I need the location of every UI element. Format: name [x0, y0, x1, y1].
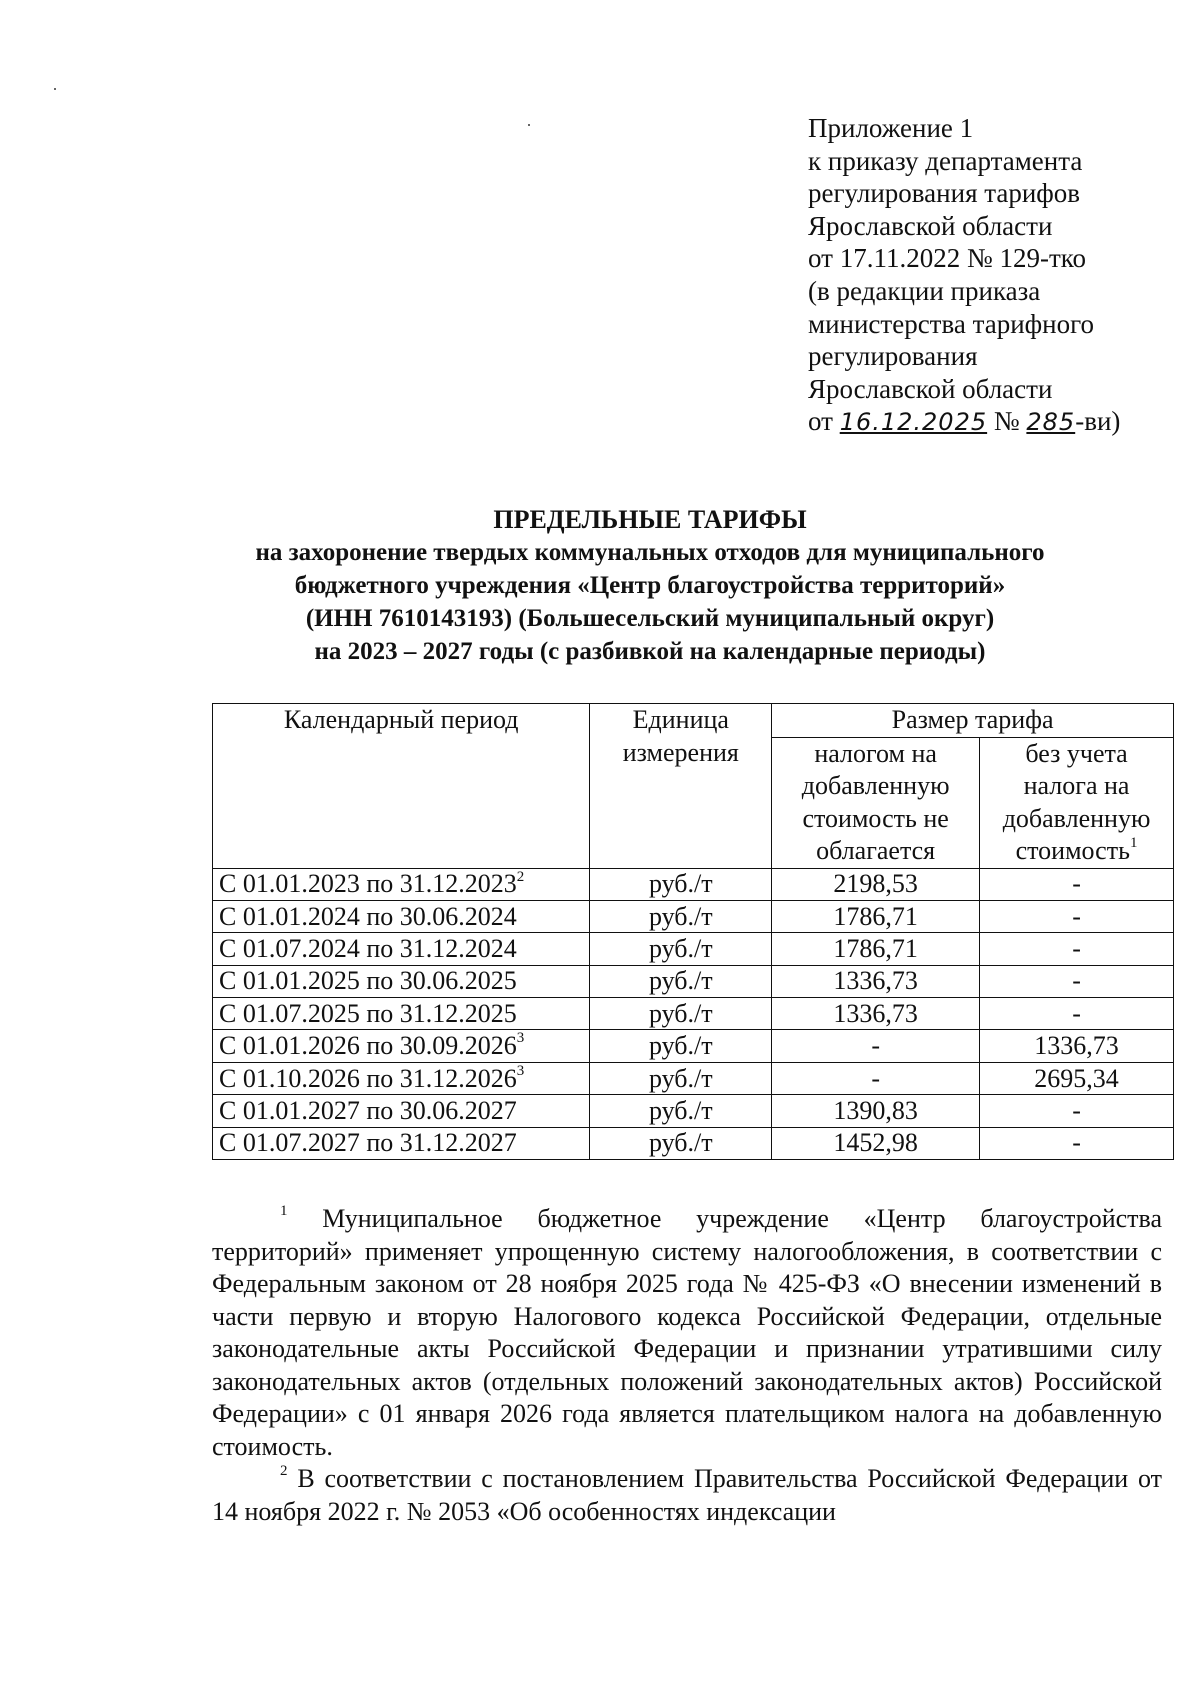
footnote-text: В соответствии с постановлением Правительства Российской Федерации от 14 ноября 2022 г. № 2053 «Об особенностях индексации — [212, 1464, 1162, 1526]
footnote-ref: 3 — [516, 1030, 525, 1047]
tariff-without-vat-cell: - — [980, 868, 1174, 900]
appendix-number-suffix: -ви) — [1075, 406, 1121, 437]
unit-cell: руб./т — [590, 965, 772, 997]
appendix-line: регулирования тарифов — [808, 178, 1081, 209]
period-cell — [213, 1127, 590, 1159]
tariff-vat-exempt-cell: 1452,98 — [772, 1127, 980, 1159]
unit-cell: руб./т — [590, 900, 772, 932]
tariff-without-vat-cell: - — [980, 933, 1174, 965]
footnote-ref: 3 — [516, 1062, 525, 1079]
appendix-line: Ярославской области — [808, 373, 1053, 404]
title-main: ПРЕДЕЛЬНЫЕ ТАРИФЫ — [493, 505, 807, 534]
appendix-line: к приказу департамента — [808, 145, 1083, 176]
period-cell — [213, 998, 590, 1030]
tariff-table — [212, 703, 1174, 1160]
table-row — [213, 868, 1174, 900]
footnote-number: 2 — [280, 1463, 288, 1480]
header-without-vat — [980, 737, 1174, 868]
period-cell — [213, 900, 590, 932]
period-cell — [213, 1030, 590, 1062]
table-row — [213, 965, 1174, 997]
unit-cell: руб./т — [590, 933, 772, 965]
period-text: С 01.01.2026 по 30.09.2026 — [219, 1031, 517, 1061]
appendix-block — [808, 112, 1188, 439]
footnote — [212, 1463, 1162, 1528]
tariff-vat-exempt-cell: - — [772, 1030, 980, 1062]
footnotes — [212, 1203, 1162, 1528]
table-row — [213, 1127, 1174, 1159]
scan-speck — [528, 124, 530, 126]
tariff-without-vat-cell: - — [980, 998, 1174, 1030]
unit-cell: руб./т — [590, 1030, 772, 1062]
appendix-line: от 17.11.2022 № 129-тко — [808, 243, 1086, 274]
appendix-line: Приложение 1 — [808, 113, 974, 143]
footnote-ref: 1 — [1129, 835, 1138, 852]
unit-cell: руб./т — [590, 1127, 772, 1159]
unit-cell: руб./т — [590, 868, 772, 900]
period-cell — [213, 1062, 590, 1094]
tariff-vat-exempt-cell: - — [772, 1062, 980, 1094]
tariff-without-vat-cell: - — [980, 1095, 1174, 1127]
tariff-vat-exempt-cell: 1336,73 — [772, 998, 980, 1030]
tariff-vat-exempt-cell: 1786,71 — [772, 900, 980, 932]
period-cell — [213, 965, 590, 997]
header-unit: Единица измерения — [590, 704, 772, 869]
period-text: С 01.01.2023 по 31.12.2023 — [219, 869, 517, 899]
period-cell — [213, 868, 590, 900]
footnote-number: 1 — [280, 1203, 288, 1220]
tariff-without-vat-cell: - — [980, 965, 1174, 997]
table-row — [213, 933, 1174, 965]
period-text: С 01.07.2025 по 31.12.2025 — [219, 998, 517, 1028]
table-row — [213, 1030, 1174, 1062]
scan-speck — [54, 88, 56, 90]
header-tariff: Размер тарифа — [772, 704, 1174, 738]
footnote-ref: 2 — [516, 868, 525, 885]
period-text: С 01.01.2025 по 30.06.2025 — [219, 966, 517, 996]
handwritten-number: 285 — [1026, 408, 1076, 437]
tariff-without-vat-cell: - — [980, 1127, 1174, 1159]
period-text: С 01.10.2026 по 31.12.2026 — [219, 1063, 517, 1093]
title-line: на захоронение твердых коммунальных отходов для муниципального — [255, 539, 1045, 566]
footnote — [212, 1203, 1162, 1463]
header-period: Календарный период — [213, 704, 590, 869]
period-text: С 01.07.2024 по 31.12.2024 — [219, 933, 517, 963]
tariff-vat-exempt-cell: 1786,71 — [772, 933, 980, 965]
tariff-vat-exempt-cell: 1336,73 — [772, 965, 980, 997]
appendix-line: министерства тарифного — [808, 308, 1095, 339]
tariff-without-vat-cell: 2695,34 — [980, 1062, 1174, 1094]
period-text: С 01.07.2027 по 31.12.2027 — [219, 1128, 517, 1158]
appendix-date-prefix: от — [808, 406, 840, 437]
unit-cell: руб./т — [590, 998, 772, 1030]
handwritten-date: 16.12.2025 — [839, 408, 988, 437]
footnote-text: Муниципальное бюджетное учреждение «Центр благоустройства территорий» применяет упрощенную систему налогообложения, в соответствии с Федеральным законом от 28 ноября 2025 года № 425-ФЗ «О внесении изменений в части первую и вторую Налогового кодекса Российской Федерации, отдельные законодательные акты Российской Федерации и признании утратившими силу законодательных актов (отдельных положений законодательных актов) Российской Федерации» с 01 января 2026 года является плательщиком налога на добавленную стоимость. — [212, 1204, 1162, 1461]
header-without-vat-label: без учета налога на добавленную стоимость — [1002, 738, 1151, 865]
table-row — [213, 1095, 1174, 1127]
document-title — [150, 503, 1150, 668]
tariff-without-vat-cell: 1336,73 — [980, 1030, 1174, 1062]
period-cell — [213, 933, 590, 965]
header-vat-exempt: налогом на добавленную стоимость не облагается — [772, 737, 980, 868]
unit-cell: руб./т — [590, 1062, 772, 1094]
appendix-line: (в редакции приказа — [808, 275, 1041, 306]
tariff-without-vat-cell: - — [980, 900, 1174, 932]
tariff-vat-exempt-cell: 2198,53 — [772, 868, 980, 900]
unit-cell: руб./т — [590, 1095, 772, 1127]
number-sign: № — [987, 406, 1027, 437]
tariff-vat-exempt-cell: 1390,83 — [772, 1095, 980, 1127]
table-row — [213, 1062, 1174, 1094]
table-row — [213, 900, 1174, 932]
appendix-line: регулирования — [808, 341, 978, 372]
period-text: С 01.01.2027 по 30.06.2027 — [219, 1095, 517, 1125]
title-line: на 2023 – 2027 годы (с разбивкой на календарные периоды) — [314, 638, 986, 665]
title-line: бюджетного учреждения «Центр благоустройства территорий» — [294, 572, 1006, 599]
appendix-line: Ярославской области — [808, 210, 1053, 241]
table-header-row — [213, 704, 1174, 738]
appendix-last-line — [808, 405, 1188, 439]
table-row — [213, 998, 1174, 1030]
period-cell — [213, 1095, 590, 1127]
title-line: (ИНН 7610143193) (Большесельский муниципальный округ) — [305, 605, 995, 632]
period-text: С 01.01.2024 по 30.06.2024 — [219, 901, 517, 931]
